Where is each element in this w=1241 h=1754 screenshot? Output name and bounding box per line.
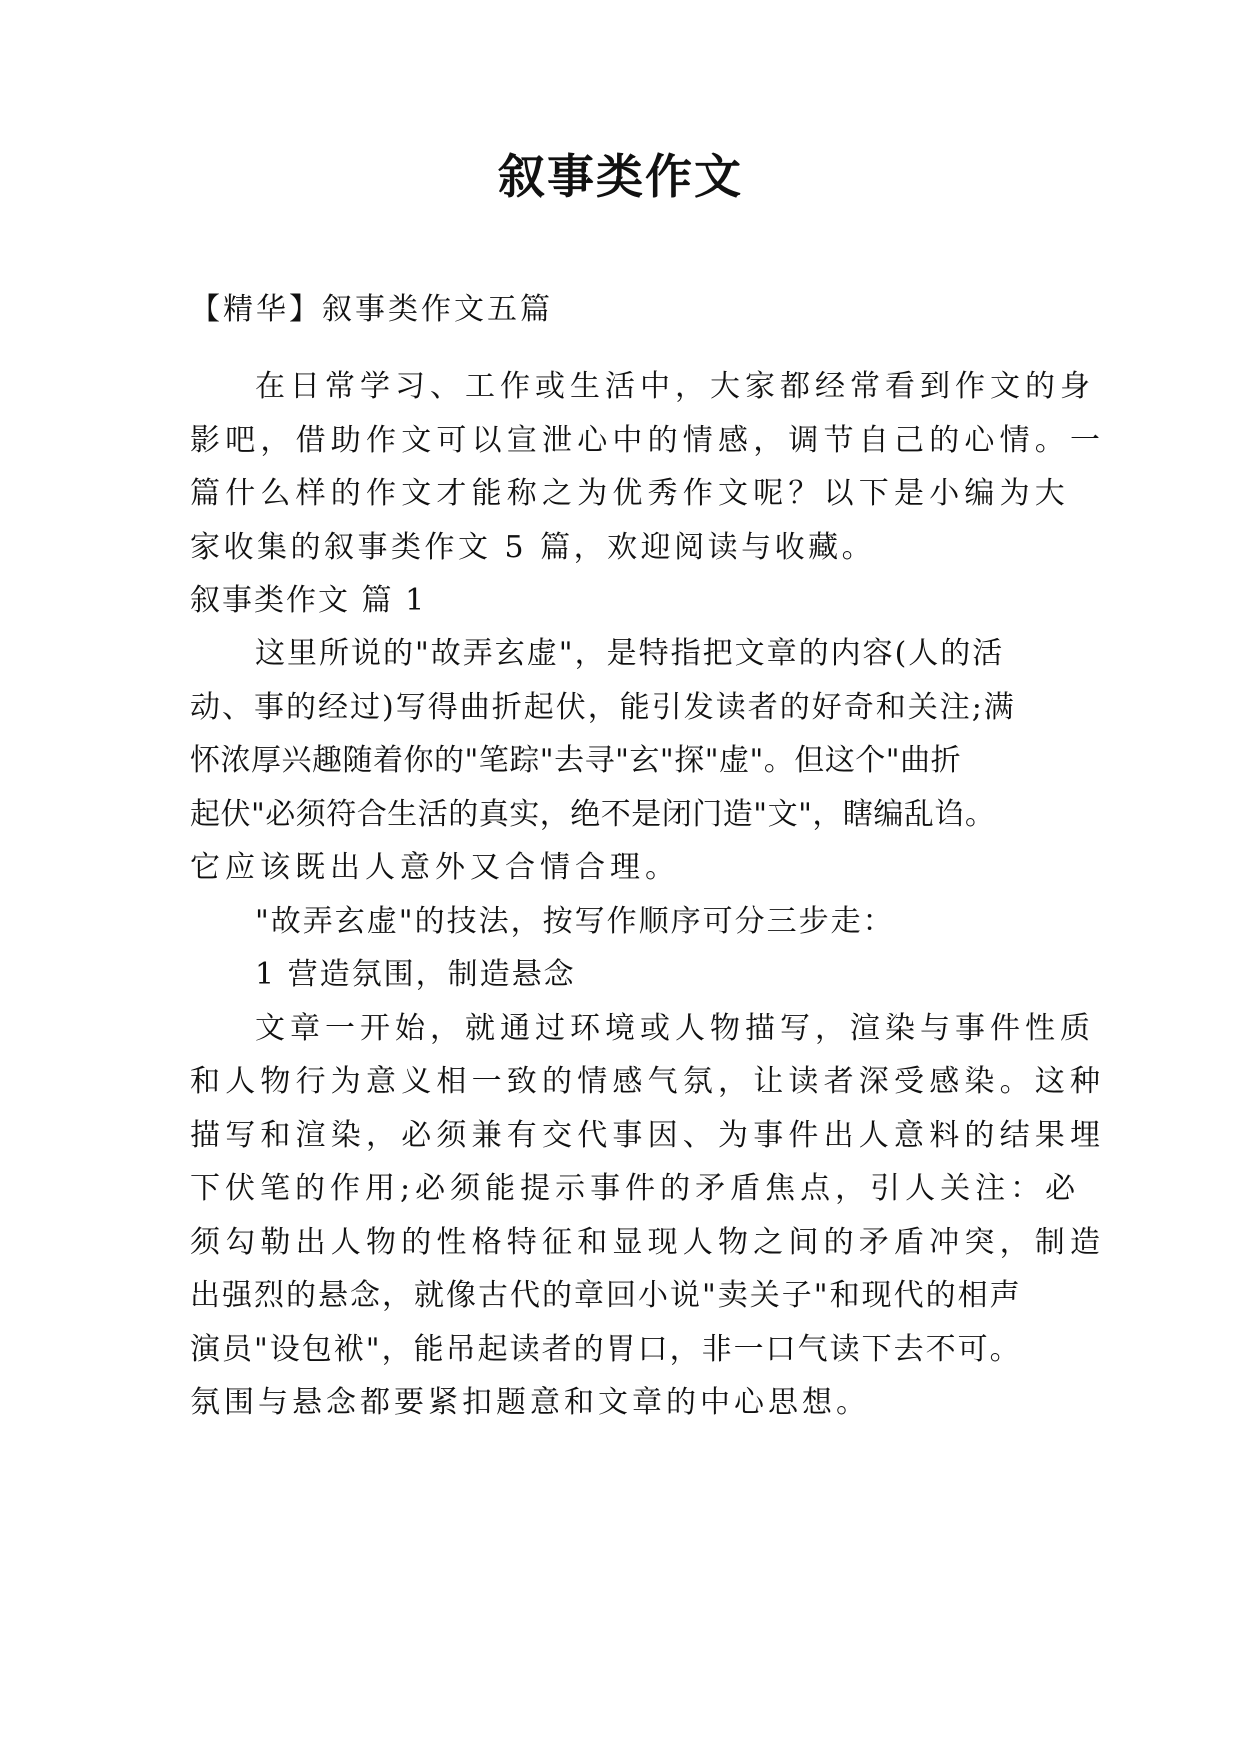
paragraph-line: 出强烈的悬念，就像古代的章回小说"卖关子"和现代的相声 <box>190 1278 1022 1313</box>
paragraph-line: 和人物行为意义相一致的情感气氛，让读者深受感染。这种 <box>190 1064 1106 1099</box>
paragraph-line: 须勾勒出人物的性格特征和显现人物之间的矛盾冲突，制造 <box>190 1225 1106 1260</box>
paragraph-line: 家收集的叙事类作文 5 篇，欢迎阅读与收藏。 <box>190 530 876 565</box>
paragraph-line: 文章一开始，就通过环境或人物描写，渲染与事件性质 <box>255 1011 1095 1046</box>
paragraph-line: 氛围与悬念都要紧扣题意和文章的中心思想。 <box>190 1385 870 1420</box>
paragraph-line: 在日常学习、工作或生活中，大家都经常看到作文的身 <box>255 369 1095 404</box>
paragraph-line: 怀浓厚兴趣随着你的"笔踪"去寻"玄"探"虚"。但这个"曲折 <box>190 743 962 778</box>
paragraph-line: 动、事的经过)写得曲折起伏，能引发读者的好奇和关注;满 <box>190 690 1016 725</box>
paragraph-line: 描写和渲染，必须兼有交代事因、为事件出人意料的结果埋 <box>190 1118 1106 1153</box>
document-title: 叙事类作文 <box>498 150 743 205</box>
paragraph-line: 这里所说的"故弄玄虚"，是特指把文章的内容(人的活 <box>255 636 1005 671</box>
paragraph-line: 下伏笔的作用;必须能提示事件的矛盾焦点，引人关注：必 <box>190 1171 1081 1206</box>
paragraph-line: "故弄玄虚"的技法，按写作顺序可分三步走： <box>255 904 895 939</box>
document-subtitle: 【精华】叙事类作文五篇 <box>190 292 553 327</box>
paragraph-line: 影吧，借助作文可以宣泄心中的情感，调节自己的心情。一 <box>190 423 1106 458</box>
paragraph-line: 演员"设包袱"，能吊起读者的胃口，非一口气读下去不可。 <box>190 1332 1022 1367</box>
paragraph-line: 篇什么样的作文才能称之为优秀作文呢？以下是小编为大 <box>190 476 1070 511</box>
section-heading: 叙事类作文 篇 1 <box>190 583 427 618</box>
paragraph-line: 起伏"必须符合生活的真实，绝不是闭门造"文"，瞎编乱诌。 <box>190 797 996 832</box>
subheading: 1 营造氛围，制造悬念 <box>255 957 576 992</box>
paragraph-line: 它应该既出人意外又合情合理。 <box>190 850 680 885</box>
